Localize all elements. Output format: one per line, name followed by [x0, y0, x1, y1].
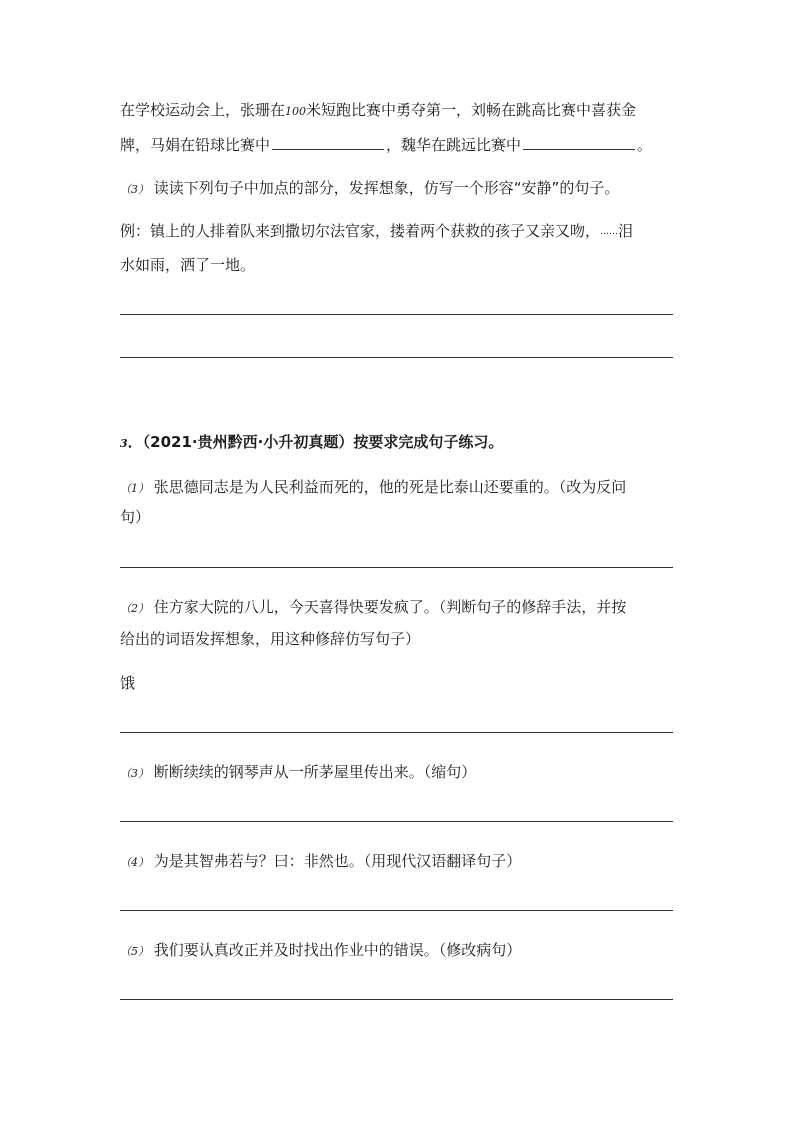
example-line-1	[120, 221, 633, 242]
completion-text: 在学校运动会上，张珊在	[120, 101, 286, 119]
item-2-given-word	[120, 673, 135, 693]
item-3-line-1	[120, 762, 476, 784]
distance-number: 100	[285, 105, 307, 118]
completion-text: 米短跑比赛中勇夺第一，刘畅在跳高比赛中喜获金	[306, 101, 637, 119]
item-2-line-2	[120, 629, 420, 649]
example-text: 泪	[618, 222, 634, 240]
item-label: （2）	[120, 602, 149, 615]
item-label: （5）	[120, 945, 149, 958]
item-1-line-2	[120, 507, 150, 527]
completion-text: ，魏华在跳远比赛中	[386, 136, 522, 154]
item-text: 给出的词语发挥想象，用这种修辞仿写句子）	[120, 630, 421, 648]
fill-blank-longjump[interactable]	[523, 136, 635, 150]
item-text: 为是其智弗若与？曰：非然也。（用现代汉语翻译句子）	[153, 852, 522, 870]
item-1-line-1	[120, 477, 626, 499]
item-label: （4）	[120, 856, 149, 869]
subquestion-imitate	[120, 178, 619, 200]
example-ellipsis: ……	[600, 227, 619, 237]
question-number: 3	[120, 437, 128, 450]
item-label: （3）	[120, 767, 149, 780]
item-text: 住方家大院的八儿，今天喜得快要发疯了。（判断句子的修辞手法，并按	[153, 598, 627, 616]
subquestion-label: （3）	[120, 183, 149, 196]
item-text: 句）	[120, 508, 151, 526]
item-text: 我们要认真改正并及时找出作业中的错误。（修改病句）	[153, 941, 522, 959]
subquestion-text: 读读下列句子中加点的部分，发挥想象，仿写一个形容“安静”的句子。	[153, 179, 620, 197]
completion-text: 牌，马娟在铅球比赛中	[120, 136, 271, 154]
question-3-title	[120, 432, 503, 454]
item-label: （1）	[120, 482, 149, 495]
item-text: 断断续续的钢琴声从一所茅屋里传出来。（缩句）	[153, 763, 477, 781]
answer-line[interactable]	[120, 732, 673, 733]
completion-text: 。	[637, 136, 653, 154]
fill-blank-shotput[interactable]	[272, 136, 384, 150]
example-text: 水如雨，洒了一地。	[120, 256, 256, 274]
answer-line[interactable]	[120, 999, 673, 1000]
item-4-line-1	[120, 851, 521, 873]
completion-line-1	[120, 100, 636, 122]
item-5-line-1	[120, 940, 521, 962]
answer-line[interactable]	[120, 357, 673, 358]
answer-line[interactable]	[120, 821, 673, 822]
example-text: 例：镇上的人排着队来到撒切尔法官家，搂着两个获救的孩子又亲又吻，	[120, 222, 601, 240]
completion-line-2	[120, 135, 652, 155]
answer-line[interactable]	[120, 910, 673, 911]
example-line-2	[120, 255, 255, 275]
question-source: （2021·贵州黔西·小升初真题）	[142, 433, 354, 451]
answer-line[interactable]	[120, 314, 673, 315]
question-title: 按要求完成句子练习。	[353, 433, 504, 451]
answer-line[interactable]	[120, 567, 673, 568]
question-dot: ．	[127, 433, 143, 451]
item-text: 张思德同志是为人民利益而死的，他的死是比泰山还要重的。（改为反问	[153, 478, 627, 496]
given-word: 饿	[120, 674, 136, 692]
item-2-line-1	[120, 597, 626, 619]
